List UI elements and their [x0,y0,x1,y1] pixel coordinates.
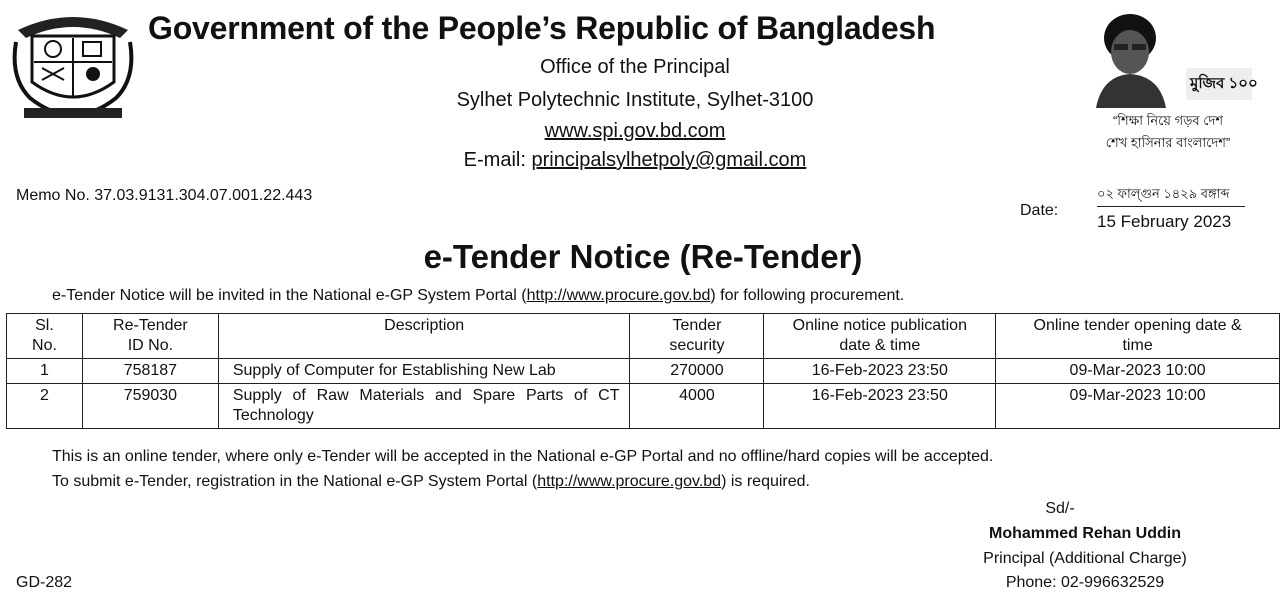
signatory-designation: Principal (Additional Charge) [983,550,1187,567]
cell-security: 4000 [630,384,764,429]
date-bangla: ০২ ফাল্গুন ১৪২৯ বঙ্গাব্দ [1097,186,1230,201]
institute-seal-logo [10,8,136,124]
cell-tender-id: 759030 [82,384,218,429]
date-divider [1097,206,1245,207]
table-row [7,359,1280,384]
header-sl-no: Sl. No. [7,314,83,359]
registration-portal-link[interactable]: http://www.procure.gov.bd [537,473,722,490]
online-tender-note: This is an online tender, where only e-Tender will be accepted in the National e-GP Portal and no offline/hard copies will be accepted. [52,448,994,465]
signatory-phone: Phone: 02-996632529 [1005,574,1165,591]
intro-text-start: e-Tender Notice will be invited in the National e-GP System Portal ( [52,287,527,304]
registration-note-end: ) is required. [721,473,810,490]
email-line [360,149,910,172]
signatory-name: Mohammed Rehan Uddin [988,525,1181,542]
slogan-line-1: “শিক্ষা নিয়ে গড়ব দেশ [1112,113,1224,128]
email-label: E-mail: [463,149,526,171]
table-row [7,384,1280,429]
portrait-emblem [1090,6,1280,108]
notice-title: e-Tender Notice (Re-Tender) [423,238,863,275]
cell-publication: 16-Feb-2023 23:50 [764,359,996,384]
intro-text-end: ) for following procurement. [710,287,905,304]
header-opening-date: Online tender opening date & time [996,314,1280,359]
intro-text [52,287,904,305]
cell-security: 270000 [630,359,764,384]
header-publication-date: Online notice publication date & time [764,314,996,359]
signature-sd: Sd/- [1045,500,1075,517]
office-name: Office of the Principal [540,56,730,78]
memo-number: Memo No. 37.03.9131.304.07.001.22.443 [16,187,313,204]
procure-portal-link[interactable]: http://www.procure.gov.bd [526,287,711,304]
cell-sl: 1 [7,359,83,384]
website-link[interactable] [360,120,910,143]
registration-note-start: To submit e-Tender, registration in the National e-GP System Portal ( [52,473,538,490]
date-label: Date: [1020,202,1059,219]
header-retender-id: Re-Tender ID No. [82,314,218,359]
cell-opening: 09-Mar-2023 10:00 [996,359,1280,384]
mujib-100-logo-text: মুজিব ১০০ [1190,75,1258,92]
slogan-line-2: শেখ হাসিনার বাংলাদেশ” [1105,135,1231,150]
date-english: 15 February 2023 [1097,212,1232,231]
header-tender-security: Tender security [630,314,764,359]
cell-sl: 2 [7,384,83,429]
header-description: Description [218,314,630,359]
cell-publication: 16-Feb-2023 23:50 [764,384,996,429]
gd-number: GD-282 [16,574,73,591]
table-header-row [7,314,1280,359]
cell-description: Supply of Computer for Establishing New Lab [218,359,630,384]
email-link[interactable]: principalsylhetpoly@gmail.com [531,149,807,171]
tender-table [6,313,1280,429]
cell-tender-id: 758187 [82,359,218,384]
website-text[interactable]: www.spi.gov.bd.com [544,120,726,142]
cell-description: Supply of Raw Materials and Spare Parts of CT Technology [218,384,630,429]
registration-note [52,473,810,491]
cell-opening: 09-Mar-2023 10:00 [996,384,1280,429]
government-title: Government of the People’s Republic of Bangladesh [148,10,936,46]
institute-name: Sylhet Polytechnic Institute, Sylhet-3100 [456,89,814,111]
